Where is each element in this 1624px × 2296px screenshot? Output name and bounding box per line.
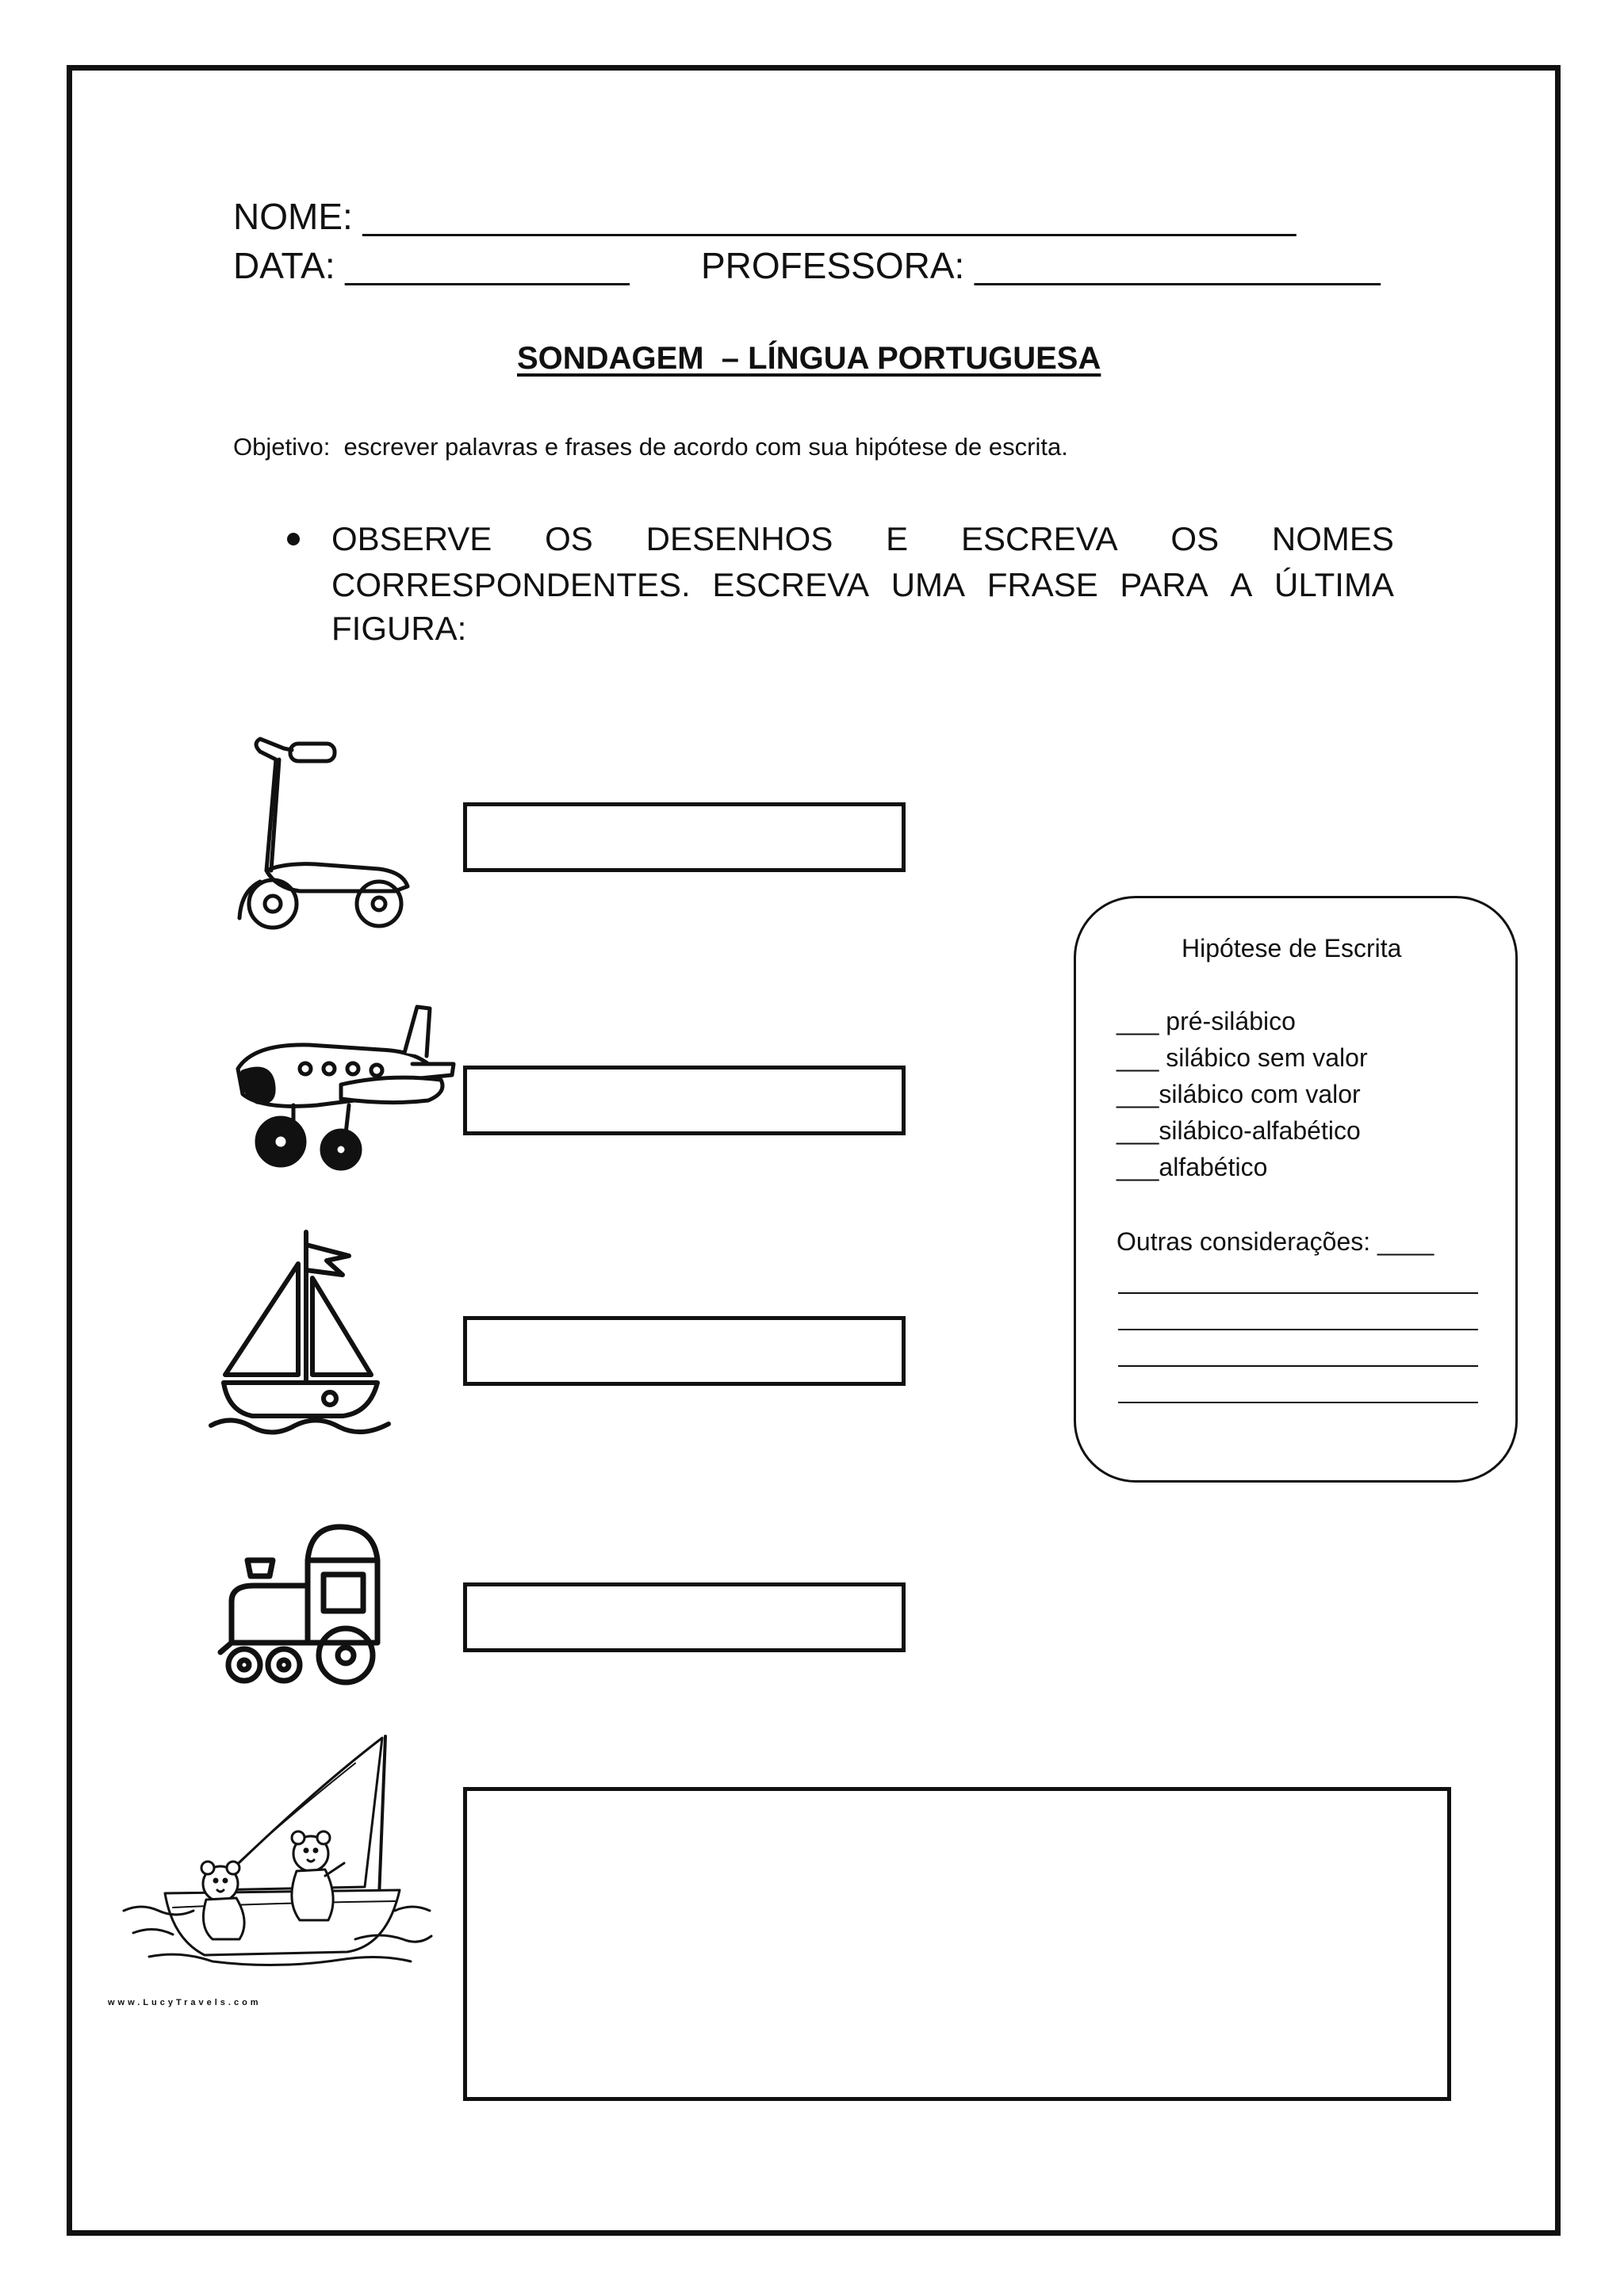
answer-box-sentence[interactable]: [463, 1787, 1451, 2101]
name-field[interactable]: NOME: ______________________________________________: [233, 196, 1297, 237]
hypothesis-option[interactable]: ___ silábico sem valor: [1116, 1043, 1368, 1072]
hypothesis-card-title: Hipótese de Escrita: [1182, 934, 1402, 962]
instruction-word: DESENHOS: [645, 520, 833, 557]
instruction-word: E: [886, 520, 909, 557]
instruction-word: OS: [545, 520, 593, 557]
instruction-line-2: [331, 566, 1394, 604]
hypothesis-option[interactable]: ___silábico com valor: [1116, 1080, 1361, 1108]
sailboat-icon: [208, 1227, 393, 1440]
instruction-word: A: [1230, 566, 1253, 603]
hypothesis-option[interactable]: ___ pré-silábico: [1116, 1007, 1296, 1035]
date-field[interactable]: DATA: ______________: [233, 245, 630, 286]
considerations-line[interactable]: [1118, 1365, 1478, 1367]
instruction-word: OBSERVE: [331, 520, 492, 557]
teddy-bears-boat-icon: [117, 1732, 433, 1979]
other-considerations-label[interactable]: Outras considerações: ____: [1116, 1227, 1434, 1256]
instruction-word: FRASE: [986, 566, 1098, 603]
hypothesis-option[interactable]: ___silábico-alfabético: [1116, 1116, 1361, 1145]
answer-box-scooter[interactable]: [463, 802, 906, 872]
considerations-line[interactable]: [1118, 1329, 1478, 1330]
page-title: SONDAGEM – LÍNGUA PORTUGUESA: [517, 341, 1101, 376]
hypothesis-option[interactable]: ___alfabético: [1116, 1153, 1268, 1181]
instruction-word: PARA: [1120, 566, 1208, 603]
hypothesis-card: [1074, 896, 1518, 1483]
bullet-icon: [287, 533, 300, 545]
instruction-word: NOMES: [1271, 520, 1394, 557]
instruction-word: ESCREVA: [960, 520, 1118, 557]
instruction-line-1: [331, 520, 1394, 558]
airplane-icon: [222, 1001, 460, 1181]
objective-text: Objetivo: escrever palavras e frases de acordo com sua hipótese de escrita.: [233, 433, 1068, 461]
answer-box-sailboat[interactable]: [463, 1316, 906, 1386]
answer-box-train[interactable]: [463, 1582, 906, 1652]
scooter-icon: [228, 736, 419, 943]
instruction-word: UMA: [891, 566, 966, 603]
teacher-field[interactable]: PROFESSORA: ____________________: [701, 245, 1381, 286]
answer-box-airplane[interactable]: [463, 1066, 906, 1135]
instruction-word: CORRESPONDENTES.: [331, 566, 691, 603]
train-icon: [216, 1522, 396, 1690]
instruction-line-3: FIGURA:: [331, 610, 467, 647]
considerations-line[interactable]: [1118, 1292, 1478, 1294]
instruction-word: ÚLTIMA: [1274, 566, 1394, 603]
instruction-word: ESCREVA: [712, 566, 870, 603]
picture-credit: www.LucyTravels.com: [108, 1998, 262, 2007]
instruction-word: OS: [1170, 520, 1220, 557]
considerations-line[interactable]: [1118, 1402, 1478, 1403]
